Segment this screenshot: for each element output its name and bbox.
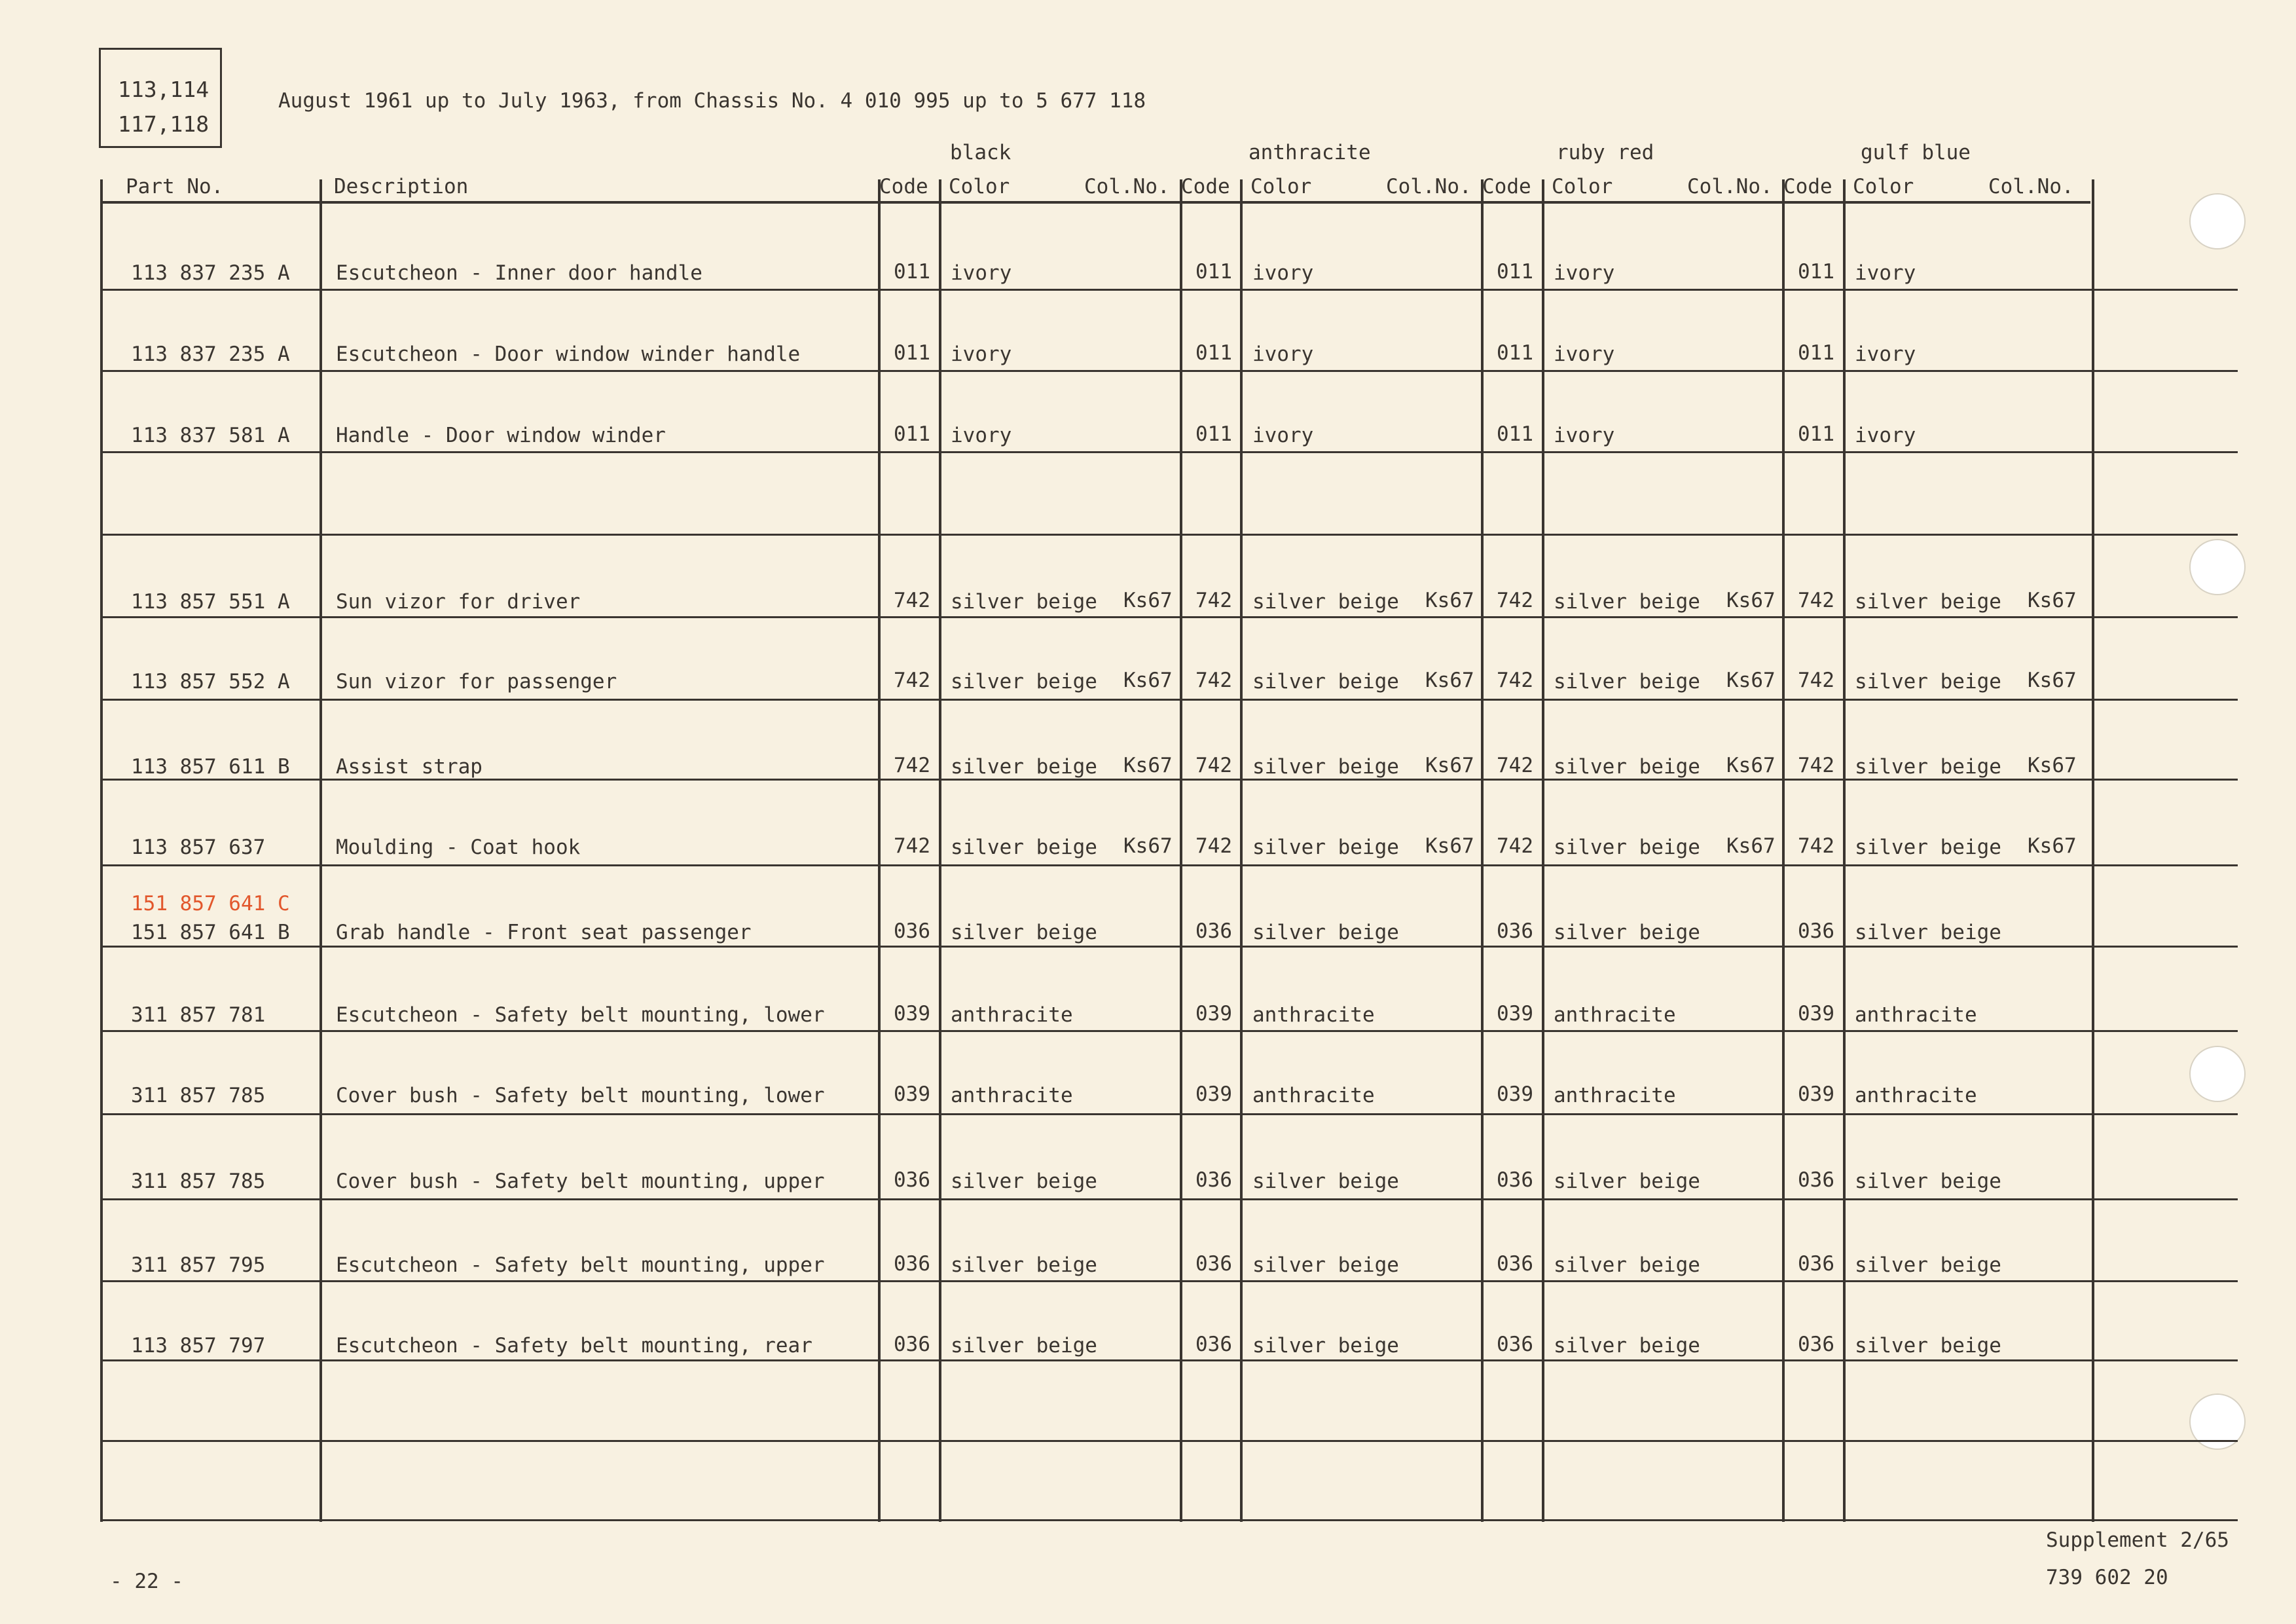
color-code: 011 <box>1798 341 1834 365</box>
row-rule <box>100 289 2238 291</box>
color-name: silver beige <box>951 921 1097 944</box>
color-number: Ks67 <box>1425 834 1474 858</box>
row-rule <box>100 1519 2238 1521</box>
part-number: 113 837 581 A <box>131 424 290 447</box>
part-number: 311 857 785 <box>131 1084 266 1107</box>
part-description: Escutcheon - Safety belt mounting, rear <box>336 1334 812 1357</box>
color-name: ivory <box>1855 342 1916 366</box>
row-rule <box>100 1030 2238 1032</box>
row-rule <box>100 699 2238 701</box>
part-description: Sun vizor for driver <box>336 590 581 614</box>
color-code: 036 <box>1497 1168 1533 1192</box>
column-rule <box>878 179 881 1522</box>
color-name: silver beige <box>1252 670 1399 693</box>
color-name: silver beige <box>1554 1334 1700 1357</box>
color-name: silver beige <box>951 1253 1097 1277</box>
color-name: silver beige <box>1855 755 2001 779</box>
row-rule <box>100 1113 2238 1115</box>
color-name: silver beige <box>1252 1170 1399 1193</box>
color-code: 742 <box>1195 669 1232 692</box>
color-code: 036 <box>1497 1252 1533 1276</box>
binder-hole <box>2189 539 2246 595</box>
color-number: Ks67 <box>2028 754 2077 777</box>
color-code: 011 <box>894 260 930 284</box>
color-code: 742 <box>1195 589 1232 612</box>
color-name: silver beige <box>1855 1170 2001 1193</box>
color-group-name: black <box>950 141 1011 164</box>
header-color: Color <box>949 175 1010 198</box>
binder-hole <box>2189 193 2246 249</box>
column-rule <box>1240 179 1243 1522</box>
color-number: Ks67 <box>1425 589 1474 612</box>
header-col-no: Col.No. <box>1084 175 1170 198</box>
color-name: anthracite <box>951 1084 1073 1107</box>
color-name: silver beige <box>1554 670 1700 693</box>
color-number: Ks67 <box>1726 669 1776 692</box>
color-name: anthracite <box>1252 1003 1375 1027</box>
color-name: ivory <box>951 261 1012 285</box>
color-code: 036 <box>894 1168 930 1192</box>
page-number: - 22 - <box>110 1570 183 1593</box>
color-code: 011 <box>1195 422 1232 446</box>
color-name: silver beige <box>1252 1253 1399 1277</box>
color-code: 036 <box>894 1333 930 1356</box>
color-name: anthracite <box>1855 1084 1977 1107</box>
color-code: 039 <box>1497 1082 1533 1106</box>
color-code: 742 <box>1497 669 1533 692</box>
color-name: silver beige <box>1252 921 1399 944</box>
color-number: Ks67 <box>1726 589 1776 612</box>
part-description: Cover bush - Safety belt mounting, lower <box>336 1084 825 1107</box>
color-code: 036 <box>894 919 930 943</box>
row-rule <box>100 616 2238 618</box>
row-rule <box>100 534 2238 536</box>
part-number: 113 857 797 <box>131 1334 266 1357</box>
date-range: August 1961 up to July 1963, from Chassis No. 4 010 995 up to 5 677 118 <box>278 89 1146 113</box>
part-number: 311 857 785 <box>131 1170 266 1193</box>
part-number: 311 857 781 <box>131 1003 266 1027</box>
part-description: Grab handle - Front seat passenger <box>336 921 752 944</box>
color-code: 036 <box>1195 1168 1232 1192</box>
column-rule <box>100 179 103 1522</box>
color-code: 039 <box>1497 1002 1533 1025</box>
color-code: 742 <box>1798 669 1834 692</box>
row-rule <box>100 1440 2238 1442</box>
color-group-name: ruby red <box>1556 141 1654 164</box>
color-number: Ks67 <box>2028 834 2077 858</box>
header-code: Code <box>1482 175 1531 198</box>
part-description: Escutcheon - Inner door handle <box>336 261 702 285</box>
color-name: silver beige <box>1855 1334 2001 1357</box>
color-code: 036 <box>1195 919 1232 943</box>
binder-hole <box>2189 1046 2246 1102</box>
row-rule <box>100 946 2238 948</box>
color-code: 036 <box>1497 919 1533 943</box>
color-name: silver beige <box>1554 1170 1700 1193</box>
color-name: silver beige <box>1855 1253 2001 1277</box>
color-code: 011 <box>1798 422 1834 446</box>
color-code: 742 <box>894 669 930 692</box>
color-code: 039 <box>894 1082 930 1106</box>
column-rule <box>2092 179 2094 1522</box>
header-code: Code <box>879 175 928 198</box>
header-code: Code <box>1181 175 1230 198</box>
part-number: 113 857 637 <box>131 836 266 859</box>
part-number: 113 837 235 A <box>131 342 290 366</box>
color-name: silver beige <box>1554 1253 1700 1277</box>
color-name: silver beige <box>1554 590 1700 614</box>
color-name: ivory <box>951 342 1012 366</box>
column-rule <box>1180 179 1182 1522</box>
model-code-1: 113,114 <box>118 77 210 102</box>
row-rule <box>100 1198 2238 1200</box>
color-name: ivory <box>1855 261 1916 285</box>
color-code: 011 <box>1195 341 1232 365</box>
model-code-box <box>99 48 222 148</box>
color-code: 011 <box>1497 341 1533 365</box>
column-rule <box>1542 179 1544 1522</box>
color-name: ivory <box>1554 424 1615 447</box>
color-code: 036 <box>1798 1333 1834 1356</box>
color-number: Ks67 <box>1123 669 1173 692</box>
color-name: ivory <box>1252 261 1314 285</box>
color-name: silver beige <box>1252 755 1399 779</box>
part-number: 113 857 611 B <box>131 755 290 779</box>
color-code: 036 <box>1798 919 1834 943</box>
color-code: 742 <box>1497 589 1533 612</box>
color-code: 742 <box>894 834 930 858</box>
color-number: Ks67 <box>2028 589 2077 612</box>
color-code: 742 <box>1497 834 1533 858</box>
color-name: silver beige <box>1855 670 2001 693</box>
part-description: Sun vizor for passenger <box>336 670 617 693</box>
column-rule <box>1481 179 1484 1522</box>
color-code: 011 <box>1195 260 1232 284</box>
color-code: 036 <box>1195 1333 1232 1356</box>
color-code: 011 <box>894 341 930 365</box>
color-name: silver beige <box>951 755 1097 779</box>
color-code: 036 <box>1798 1168 1834 1192</box>
color-name: silver beige <box>1252 836 1399 859</box>
color-number: Ks67 <box>1123 754 1173 777</box>
color-name: ivory <box>1554 261 1615 285</box>
part-description: Assist strap <box>336 755 483 779</box>
row-rule <box>100 1359 2238 1361</box>
color-code: 011 <box>1497 422 1533 446</box>
supplement-label: Supplement 2/65 <box>2046 1528 2229 1552</box>
color-name: anthracite <box>951 1003 1073 1027</box>
color-name: ivory <box>1855 424 1916 447</box>
header-rule <box>100 201 2090 204</box>
color-name: ivory <box>951 424 1012 447</box>
part-description: Cover bush - Safety belt mounting, upper <box>336 1170 825 1193</box>
color-name: anthracite <box>1252 1084 1375 1107</box>
part-description: Handle - Door window winder <box>336 424 666 447</box>
row-rule <box>100 370 2238 372</box>
color-name: silver beige <box>1855 921 2001 944</box>
color-name: silver beige <box>951 836 1097 859</box>
header-color: Color <box>1552 175 1613 198</box>
header-part-no: Part No. <box>126 175 224 198</box>
color-code: 742 <box>1497 754 1533 777</box>
color-name: silver beige <box>951 590 1097 614</box>
model-code-2: 117,118 <box>118 111 210 137</box>
color-code: 742 <box>1195 834 1232 858</box>
color-code: 036 <box>894 1252 930 1276</box>
color-code: 011 <box>894 422 930 446</box>
color-name: silver beige <box>1252 590 1399 614</box>
color-code: 742 <box>894 754 930 777</box>
row-rule <box>100 451 2238 453</box>
column-rule <box>1782 179 1785 1522</box>
color-code: 039 <box>1798 1082 1834 1106</box>
color-group-name: gulf blue <box>1861 141 1971 164</box>
color-name: silver beige <box>1855 836 2001 859</box>
color-code: 039 <box>1798 1002 1834 1025</box>
part-description: Moulding - Coat hook <box>336 836 581 859</box>
part-number: 113 857 552 A <box>131 670 290 693</box>
color-number: Ks67 <box>1425 754 1474 777</box>
part-description: Escutcheon - Safety belt mounting, lower <box>336 1003 825 1027</box>
color-number: Ks67 <box>1726 754 1776 777</box>
color-name: silver beige <box>1554 836 1700 859</box>
catalog-number: 739 602 20 <box>2046 1566 2168 1589</box>
column-rule <box>1843 179 1846 1522</box>
color-code: 742 <box>1195 754 1232 777</box>
color-code: 036 <box>1798 1252 1834 1276</box>
color-number: Ks67 <box>1123 834 1173 858</box>
color-name: silver beige <box>951 1334 1097 1357</box>
color-number: Ks67 <box>1425 669 1474 692</box>
part-number: 113 837 235 A <box>131 261 290 285</box>
color-name: ivory <box>1252 342 1314 366</box>
color-number: Ks67 <box>2028 669 2077 692</box>
color-number: Ks67 <box>1123 589 1173 612</box>
part-description: Escutcheon - Safety belt mounting, upper <box>336 1253 825 1277</box>
header-description: Description <box>334 175 469 198</box>
color-code: 011 <box>1497 260 1533 284</box>
color-name: silver beige <box>951 1170 1097 1193</box>
color-name: ivory <box>1252 424 1314 447</box>
part-description: Escutcheon - Door window winder handle <box>336 342 801 366</box>
color-name: silver beige <box>1554 755 1700 779</box>
color-code: 036 <box>1497 1333 1533 1356</box>
color-name: silver beige <box>951 670 1097 693</box>
row-rule <box>100 864 2238 866</box>
color-code: 039 <box>1195 1002 1232 1025</box>
color-number: Ks67 <box>1726 834 1776 858</box>
part-number: 151 857 641 B <box>131 921 290 944</box>
header-col-no: Col.No. <box>1386 175 1472 198</box>
color-name: silver beige <box>1554 921 1700 944</box>
color-name: ivory <box>1554 342 1615 366</box>
part-number: 113 857 551 A <box>131 590 290 614</box>
header-col-no: Col.No. <box>1687 175 1773 198</box>
color-group-name: anthracite <box>1248 141 1371 164</box>
column-rule <box>319 179 322 1522</box>
color-code: 011 <box>1798 260 1834 284</box>
part-number-new: 151 857 641 C <box>131 892 290 915</box>
color-code: 742 <box>894 589 930 612</box>
header-code: Code <box>1783 175 1832 198</box>
header-col-no: Col.No. <box>1988 175 2074 198</box>
header-color: Color <box>1853 175 1914 198</box>
color-code: 742 <box>1798 834 1834 858</box>
color-name: anthracite <box>1554 1003 1676 1027</box>
color-name: anthracite <box>1554 1084 1676 1107</box>
column-rule <box>939 179 941 1522</box>
header-color: Color <box>1250 175 1312 198</box>
color-code: 742 <box>1798 754 1834 777</box>
color-code: 742 <box>1798 589 1834 612</box>
color-name: anthracite <box>1855 1003 1977 1027</box>
part-number: 311 857 795 <box>131 1253 266 1277</box>
color-name: silver beige <box>1855 590 2001 614</box>
row-rule <box>100 1280 2238 1282</box>
color-code: 039 <box>894 1002 930 1025</box>
row-rule <box>100 779 2238 781</box>
color-code: 039 <box>1195 1082 1232 1106</box>
color-code: 036 <box>1195 1252 1232 1276</box>
color-name: silver beige <box>1252 1334 1399 1357</box>
